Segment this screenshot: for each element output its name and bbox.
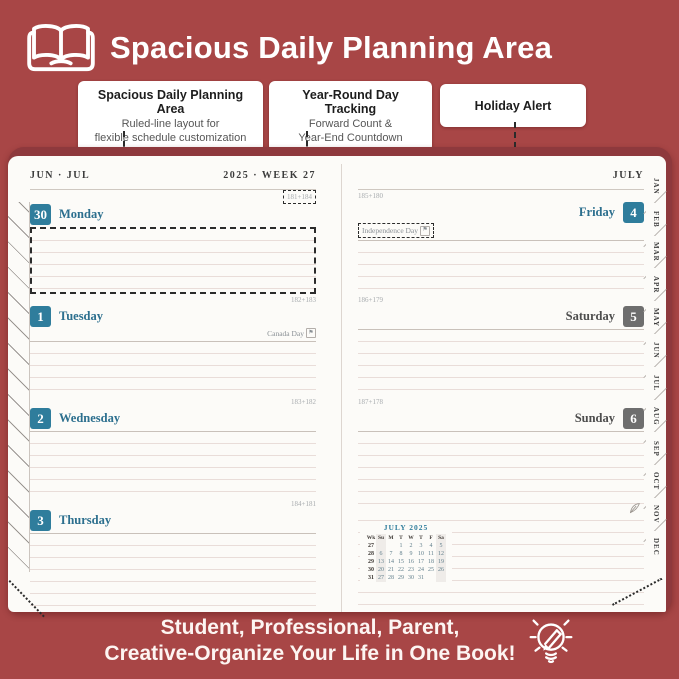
mini-calendar-cell: 7 [389, 551, 393, 557]
mini-calendar-cell: 14 [388, 559, 394, 565]
callout-subtitle [84, 118, 257, 145]
writing-lines [358, 431, 644, 509]
page-title: Spacious Daily Planning Area [110, 30, 553, 65]
day-number: 5 [623, 306, 644, 327]
mini-calendar-cell: 30 [368, 567, 374, 573]
month-tab-dec [646, 531, 666, 564]
month-tab-may [646, 301, 666, 334]
left-page [30, 164, 316, 615]
month-tab-apr [646, 268, 666, 301]
month-tab-label: MAY [652, 308, 660, 328]
month-tab-label: SEP [652, 440, 660, 457]
day-block [30, 498, 316, 615]
month-tab-label: DEC [652, 538, 660, 557]
mini-calendar-cell: 9 [409, 551, 413, 557]
holiday-label [358, 223, 434, 238]
mini-calendar-title: JULY 2025 [383, 523, 429, 532]
right-page-header [358, 164, 644, 190]
day-header [358, 306, 644, 327]
mini-calendar-cell: 27 [378, 575, 384, 581]
day-header [30, 408, 316, 429]
callout-sub-line2: flexible schedule customization [94, 131, 247, 144]
writing-lines [30, 227, 316, 294]
day-number: 3 [30, 510, 51, 531]
writing-lines [30, 431, 316, 498]
right-day-list [358, 190, 644, 509]
left-page-header [30, 164, 316, 190]
mini-calendar-header: M [388, 535, 394, 541]
day-header [30, 204, 316, 225]
month-tab-jan [646, 170, 666, 203]
month-tab-label: JUN [652, 342, 660, 359]
month-tab-label: APR [652, 276, 660, 294]
month-tab-label: JAN [652, 178, 660, 195]
lightbulb-pencil-icon [522, 611, 580, 669]
mini-calendar-row [366, 542, 446, 550]
day-header [358, 202, 644, 223]
planner-page [8, 156, 666, 612]
callout-spacious-area [78, 81, 263, 152]
mini-calendar-cell: 21 [388, 567, 394, 573]
mini-month-calendar [360, 521, 452, 584]
month-label: JULY [612, 170, 644, 181]
mini-calendar-cell: 13 [378, 559, 384, 565]
mini-calendar-header: F [429, 535, 433, 541]
feather-icon [628, 502, 641, 515]
day-count-annotation: 186+179 [358, 296, 383, 304]
month-tab-nov [646, 498, 666, 531]
footer-line1: Student, Professional, Parent, [160, 616, 460, 639]
day-number: 4 [623, 202, 644, 223]
day-name: Friday [578, 205, 615, 219]
month-tab-jun [646, 334, 666, 367]
callout-holiday-alert [440, 84, 586, 127]
writing-lines [358, 240, 644, 294]
mini-calendar-cell: 26 [438, 567, 444, 573]
day-header [30, 510, 316, 531]
mini-calendar-cell: 24 [418, 567, 424, 573]
page-spine [341, 164, 342, 612]
day-number: 1 [30, 306, 51, 327]
mini-calendar-cell: 29 [368, 559, 374, 565]
mini-calendar-cell: 23 [408, 567, 414, 573]
left-day-list [30, 190, 316, 615]
day-block [358, 396, 644, 509]
planner-spread [8, 147, 672, 612]
mini-calendar-cell: 31 [368, 575, 374, 581]
mini-calendar-cell [426, 574, 436, 582]
footer-line2: Creative-Organize Your Life in One Book! [104, 642, 516, 665]
footer-slogan [80, 615, 540, 667]
month-range-label: JUN · JUL [30, 170, 91, 181]
day-block [30, 396, 316, 498]
callout-day-tracking [269, 81, 432, 152]
mini-calendar-cell: 30 [408, 575, 414, 581]
writing-lines [358, 329, 644, 396]
day-count-annotation: 182+183 [291, 296, 316, 304]
open-book-icon [24, 20, 98, 74]
callout-sub-line2: Year-End Countdown [298, 131, 403, 144]
mini-calendar-table [366, 534, 446, 582]
page-edge-hatching [8, 202, 30, 572]
day-number: 6 [623, 408, 644, 429]
right-page [358, 164, 644, 613]
flag-icon: ⚑ [420, 226, 430, 236]
month-tab-jul [646, 367, 666, 400]
mini-calendar-cell: 28 [388, 575, 394, 581]
month-tab-aug [646, 400, 666, 433]
month-tab-mar [646, 236, 666, 269]
mini-calendar-cell: 27 [368, 543, 374, 549]
mini-calendar-cell: 3 [419, 543, 423, 549]
mini-calendar-cell [386, 542, 396, 550]
day-number: 30 [30, 204, 51, 225]
mini-calendar-cell: 18 [428, 559, 434, 565]
day-block [358, 294, 644, 396]
extra-writing-lines [358, 509, 644, 613]
day-block [30, 294, 316, 396]
mini-calendar-cell: 12 [438, 551, 444, 557]
day-header [358, 408, 644, 429]
mini-calendar-header-row [366, 534, 446, 542]
flag-icon: ⚑ [306, 328, 316, 338]
writing-lines [30, 341, 316, 396]
day-name: Tuesday [59, 309, 104, 323]
holiday-text: Independence Day [362, 226, 419, 235]
day-count-annotation: 184+181 [291, 500, 316, 508]
mini-calendar-cell: 22 [398, 567, 404, 573]
holiday-text: Canada Day [267, 328, 304, 338]
mini-calendar-row [366, 550, 446, 558]
mini-calendar-cell: 5 [436, 542, 446, 550]
mini-calendar-row [366, 558, 446, 566]
mini-calendar-cell: 16 [408, 559, 414, 565]
day-name: Sunday [574, 411, 615, 425]
month-tab-label: NOV [652, 505, 660, 524]
mini-calendar-cell [436, 574, 446, 582]
mini-calendar-cell [376, 542, 386, 550]
month-tab-label: JUL [652, 375, 660, 392]
day-count-annotation: 187+178 [358, 398, 383, 406]
day-count-annotation: 183+182 [291, 398, 316, 406]
callout-title: Holiday Alert [474, 98, 552, 113]
mini-calendar-cell: 17 [418, 559, 424, 565]
month-tab-strip [646, 170, 666, 564]
callout-title: Spacious Daily Planning Area [97, 88, 244, 116]
day-count-annotation: 181+184 [283, 190, 316, 204]
mini-calendar-cell: 31 [418, 575, 424, 581]
day-number: 2 [30, 408, 51, 429]
day-header [30, 306, 316, 327]
mini-calendar-header: W [408, 535, 414, 541]
mini-calendar-header: T [419, 535, 423, 541]
mini-calendar-row [366, 574, 446, 582]
mini-calendar-cell: 20 [378, 567, 384, 573]
mini-calendar-cell: 4 [429, 543, 433, 549]
callout-sub-line1: Ruled-line layout for [121, 118, 220, 130]
month-tab-sep [646, 432, 666, 465]
holiday-label [30, 327, 316, 339]
mini-calendar-header: Su [377, 535, 385, 541]
month-tab-feb [646, 203, 666, 236]
month-tab-label: MAR [652, 242, 660, 262]
mini-calendar-cell: 25 [428, 567, 434, 573]
writing-lines [30, 533, 316, 615]
day-count-annotation: 185+180 [358, 192, 383, 200]
day-block [30, 190, 316, 294]
mini-calendar-cell: 29 [398, 575, 404, 581]
day-name: Monday [59, 207, 104, 221]
day-block [358, 190, 644, 294]
mini-calendar-header: Wk [366, 535, 376, 541]
month-tab-label: AUG [652, 406, 660, 426]
day-name: Saturday [565, 309, 615, 323]
mini-calendar-row [366, 566, 446, 574]
callout-title: Year-Round Day Tracking [302, 88, 399, 116]
mini-calendar-cell: 6 [376, 550, 386, 558]
callout-sub-line1: Forward Count & [308, 118, 393, 130]
mini-calendar-cell: 2 [409, 543, 413, 549]
month-tab-label: OCT [652, 472, 660, 491]
month-tab-label: FEB [652, 210, 660, 228]
mini-calendar-cell: 8 [399, 551, 403, 557]
mini-calendar-cell: 1 [399, 543, 403, 549]
mini-calendar-cell: 11 [428, 551, 434, 557]
month-tab-oct [646, 465, 666, 498]
year-week-label: 2025 · WEEK 27 [223, 170, 316, 181]
mini-calendar-cell: 15 [398, 559, 404, 565]
mini-calendar-cell: 28 [368, 551, 374, 557]
day-name: Thursday [59, 513, 112, 527]
callout-subtitle [275, 118, 426, 145]
day-name: Wednesday [59, 411, 121, 425]
mini-calendar-header: T [399, 535, 403, 541]
mini-calendar-cell: 10 [418, 551, 424, 557]
mini-calendar-cell: 19 [438, 559, 444, 565]
mini-calendar-header: Sa [436, 534, 446, 542]
